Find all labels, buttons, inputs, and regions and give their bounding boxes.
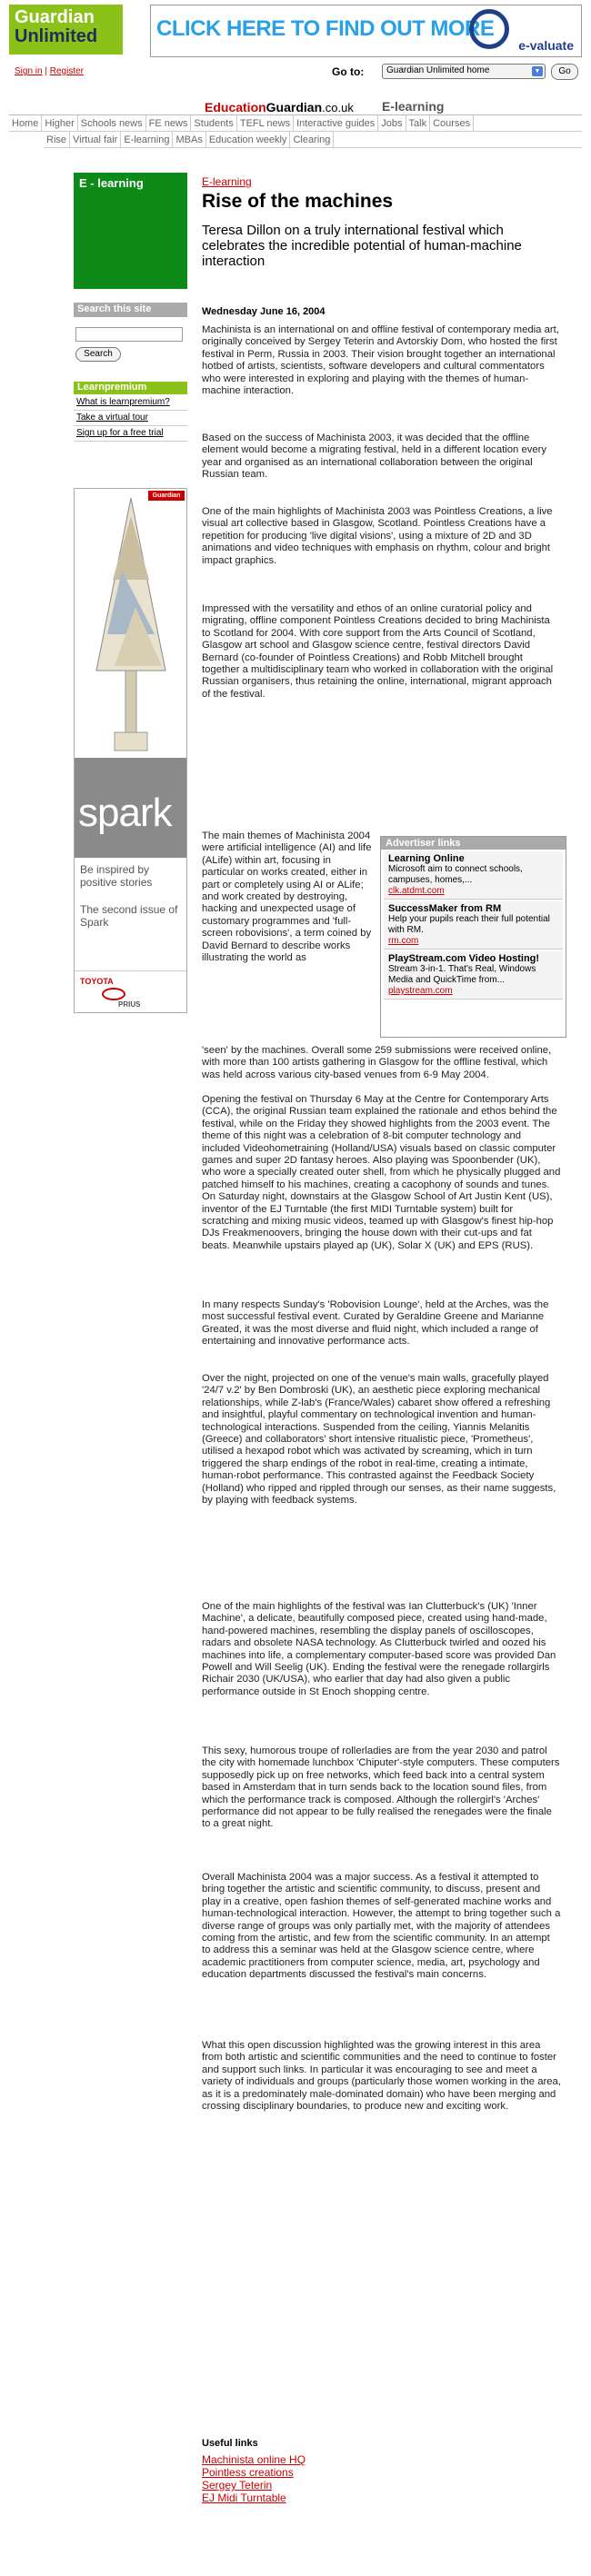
nav-row-secondary: [44, 132, 582, 148]
breadcrumb-e-learning[interactable]: E-learning: [202, 175, 252, 188]
article-paragraph: This sexy, humorous troupe of rollerladies are from the year 2030 and patrol the city with homemade lunchbox 'Chiputer'-style computers. These computers supposedly pick up on free networks, which feed back into a central system based in Amsterdam that in turn sends back to the location sound files, from which the performance track is composed. Although the rollergirl's 'Arches' performance did not appear to be fully realised the renegades were the finale to a great night.: [202, 1746, 560, 1830]
learnpremium-item: [74, 426, 187, 442]
article-paragraph: Over the night, projected on one of the venue's main walls, gracefully played '24/7 v.2' by Ben Dombroski (UK), an aesthetic piece exploring mechanical relationships, while Z-lab's (France/Wales) cabaret show offered a refreshing and insightful, playful commentary on technological invention and human-technological interactions. Suspended from the ceiling, Yiannis Melanitis (Greece) and collaborators' short intensive ritualistic piece, 'Prometheus', utilised a hexapod robot which was activated by screaming, which in turn triggered the sharp endings of the robot in real-time, creating a intimate, human-robot performance. This contrasted against the Feedback Society (Holland) who ripped and rippled through our senses, as their name suggests, by playing with feedback systems.: [202, 1373, 556, 1507]
advertiser-item[interactable]: [384, 851, 563, 900]
search-input[interactable]: [75, 327, 183, 342]
learnpremium-links: [74, 395, 187, 442]
register-link[interactable]: Register: [49, 66, 84, 76]
nav-item-e-learning[interactable]: E-learning: [121, 132, 173, 147]
search-heading: Search this site: [74, 303, 187, 317]
article-paragraph: In many respects Sunday's 'Robovision Lounge', held at the Arches, was the most successful festival event. Curated by Geraldine Greene and Marianne Greated, it was the most diverse and fluid night, which included a range of entertaining and innovative performance acts.: [202, 1299, 549, 1348]
ad-magnifier-icon: [469, 9, 509, 49]
chevron-down-icon: ▼: [532, 66, 543, 76]
article-paragraph: Impressed with the versatility and ethos of an online curatorial policy and migrating, offline component Pointless Creations decided to bring Machinista to Scotland for 2004. With core support from the Arts Council of Scotland, Glasgow art school and Glasgow science centre, festival directors David Bernard (co-founder of Pointless Creations) and Robb Mitchell brought together a multidisciplinary team who worked in collaboration with the original Russian organisers, thus retaining the online, international, migrant approach of the festival.: [202, 603, 554, 700]
useful-link-machinista[interactable]: Machinista online HQ: [202, 2453, 306, 2466]
spark-text-2: The second issue of Spark: [80, 903, 178, 929]
advertiser-links-box: [380, 836, 566, 1038]
advertiser-links-heading: Advertiser links: [381, 837, 566, 850]
learnpremium-item: [74, 411, 187, 426]
article-paragraph: One of the main highlights of Machinista 2003 was Pointless Creations, a live visual art collective based in Glasgow, Scotland. Pointless Creations have a repetition for producing 'live digital visions', using a mixture of 2D and 3D animations and video techniques with emphasis on rhythm, colour and bright impact graphics.: [202, 506, 553, 566]
advertiser-item-title: SuccessMaker from RM: [388, 903, 502, 914]
goto-label: Go to:: [332, 65, 365, 78]
learnpremium-heading: Learnpremium: [74, 382, 187, 394]
section-badge: [74, 173, 187, 289]
advertiser-item-link[interactable]: rm.com: [388, 936, 419, 946]
prius-wordmark: PRIUS: [118, 1000, 141, 1009]
advertiser-item[interactable]: [384, 951, 563, 1000]
spark-advert[interactable]: [74, 488, 187, 1013]
publication-date: Wednesday June 16, 2004: [202, 306, 326, 317]
top-ad-banner[interactable]: [150, 5, 582, 57]
logo-line-2: Unlimited: [15, 26, 98, 46]
guardian-unlimited-logo[interactable]: [9, 5, 123, 55]
advertiser-item-desc: Microsoft aim to connect schools, campuses, homes,...: [388, 864, 523, 885]
advertiser-item-title: PlayStream.com Video Hosting!: [388, 953, 540, 964]
site-title[interactable]: [205, 100, 354, 114]
virtual-tour-link[interactable]: Take a virtual tour: [76, 413, 148, 423]
advertiser-item-desc: Help your pupils reach their full potential with RM.: [388, 914, 550, 935]
ad-banner-text: CLICK HERE TO FIND OUT MORE: [156, 16, 495, 41]
page-title: Rise of the machines: [202, 191, 394, 212]
search-button[interactable]: Search: [75, 347, 121, 362]
nav-item-virtual-fair[interactable]: Virtual fair: [70, 132, 121, 147]
advertiser-item-desc: Stream 3-in-1. That's Real, Windows Media and QuickTime from...: [388, 964, 536, 985]
nav-item-interactive-guides[interactable]: Interactive guides: [294, 115, 378, 131]
advertiser-item-title: Learning Online: [388, 853, 465, 864]
breadcrumb: [202, 175, 252, 188]
main-navigation: [9, 114, 582, 148]
nav-item-home[interactable]: Home: [9, 115, 42, 131]
spark-sponsor: [75, 970, 186, 1012]
nav-item-clearing[interactable]: Clearing: [290, 132, 334, 147]
nav-item-schools-news[interactable]: Schools news: [78, 115, 146, 131]
logo-line-1: Guardian: [15, 7, 95, 27]
nav-item-students[interactable]: Students: [191, 115, 236, 131]
nav-item-mbas[interactable]: MBAs: [173, 132, 205, 147]
nav-item-courses[interactable]: Courses: [430, 115, 474, 131]
site-title-guardian: Guardian: [265, 100, 323, 114]
section-name: E-learning: [382, 99, 445, 114]
spark-title: spark: [78, 791, 172, 835]
advertiser-item[interactable]: [384, 901, 563, 950]
nav-item-jobs[interactable]: Jobs: [378, 115, 406, 131]
article-paragraph: Overall Machinista 2004 was a major success. As a festival it attempted to bring together the artistic and scientific community, to discuss, present and play in a creative, open fashion themes of self-generated machine works and human-technological interaction. However, the attempt to bring together such a diverse range of groups was only partially met, with the majority of attendees coming from the artistic, and few from the scientific community. In an attempt to address this a seminar was held at the Glasgow science centre, where academic practitioners from computer science, media, art, psychology and education departments discussed the festival's main concerns.: [202, 1872, 561, 1981]
spark-text-1: Be inspired by positive stories: [80, 863, 153, 889]
sign-in-link[interactable]: Sign in: [15, 66, 43, 76]
goto-select[interactable]: [382, 64, 546, 79]
site-title-domain: .co.uk: [322, 101, 354, 114]
ad-banner-brand: e-valuate: [518, 38, 574, 53]
useful-link-pointless-creations[interactable]: Pointless creations: [202, 2466, 294, 2479]
useful-link-ej-midi-turntable[interactable]: EJ Midi Turntable: [202, 2491, 286, 2504]
advertiser-item-link[interactable]: playstream.com: [388, 986, 453, 996]
site-title-education: Education: [205, 100, 266, 114]
article-paragraph: 'seen' by the machines. Overall some 259 submissions were received online, with more than 100 artists gathering in Glasgow for the offline festival, which was held across various city-based venues from 6-9 May 2004.: [202, 1045, 552, 1080]
article-paragraph: One of the main highlights of the festival was Ian Clutterbuck's (UK) 'Inner Machine', a delicate, beautifully composed piece, created using hand-made, hand-powered machines, resembling the display panels of oscilloscopes, radars and obsolete NASA technology. As Clutterbuck twirled and oozed his machines into life, a complementary computer-based score was provided Dan Powell and Will Seelig (UK). Ending the festival were the renegade rollargirls Richair 2030 (UK/USA), who earlier that day had also given a public performance outside in St Enoch shopping centre.: [202, 1601, 556, 1697]
nav-item-talk[interactable]: Talk: [406, 115, 431, 131]
article-paragraph: Machinista is an international on and offline festival of contemporary media art, originally conceived by Sergey Teterin and Avtorskiy Dom, who hosted the first festival in Perm, Russia in 2003. Their vision brought together an international hotbed of artists, scientists, software developers and cultural commentators who were interested in exploring and playing with the themes of human-machine interaction.: [202, 324, 559, 397]
article-paragraph: What this open discussion highlighted was the growing interest in this area from both artistic and scientific communities and the need to continue to foster and support such links. In particular it was encouraging to see and meet a variety of individuals and groups (particularly those women working in the area, as it is a predominately male-dominated domain) who have been merging and crossing disciplinary boundaries, to produce new and exciting work.: [202, 2040, 561, 2113]
article-paragraph: Opening the festival on Thursday 6 May at the Centre for Contemporary Arts (CCA), the original Russian team explained the rationale and ethos behind the festival, while on the Friday they showed highlights from the 2003 event. The theme of this night was a celebration of 8-bit computer technology and included Videohometraining (Holland/USA) visuals based on classic computer games and super 2D fantasy heroes. Also playing was Spoonbender (UK), who wore a specially created outer shell, from which he physically plugged and patched himself to his machines, creating a cacophony of sounds and tunes. On Saturday night, downstairs at the Glasgow School of Art Justin Kent (US), inventor of the EJ Turntable (the first MIDI Turntable system) built for scratching and mixing music videos, teamed up with Glasgow's finest hip-hop DJs Freakmenoovers, bringing the house down with their cut-ups and fat beats. Meanwhile upstairs played ap (UK), Solar X (UK) and EPS (RUS).: [202, 1094, 561, 1251]
nav-row-primary: [9, 115, 582, 132]
nav-item-higher[interactable]: Higher: [42, 115, 77, 131]
goto-selected-value: Guardian Unlimited home: [386, 65, 490, 75]
nav-item-fe-news[interactable]: FE news: [146, 115, 192, 131]
useful-links-heading: Useful links: [202, 2438, 258, 2449]
section-badge-label: E - learning: [79, 176, 144, 190]
paper-tree-illustration: [95, 498, 167, 752]
nav-item-tefl-news[interactable]: TEFL news: [237, 115, 294, 131]
what-is-learnpremium-link[interactable]: What is learnpremium?: [76, 397, 170, 407]
useful-links-list: [202, 2453, 306, 2504]
useful-link-sergey-teterin[interactable]: Sergey Teterin: [202, 2479, 273, 2491]
toyota-logo-icon: [102, 988, 125, 1000]
article-paragraph: The main themes of Machinista 2004 were artificial intelligence (AI) and life (ALife) within art, focusing in particular on works created, either in part or completely using AI or ALife; and work created by destroying, hacking and unexpected usage of customary programmes and 'full-screen robovisions', a term coined by David Bernard to describe works illustrating the world as: [202, 830, 372, 964]
login-links: [15, 66, 84, 76]
spark-panel: [75, 758, 186, 858]
go-button[interactable]: Go: [551, 64, 578, 80]
toyota-wordmark: TOYOTA: [80, 977, 114, 986]
spark-brand-badge: Guardian: [148, 491, 185, 501]
learnpremium-item: [74, 395, 187, 411]
article-paragraph: Based on the success of Machinista 2003, it was decided that the offline element would become a migrating festival, held in a different location every year and organised as an international collaboration between the original Russian team.: [202, 433, 547, 481]
advertiser-item-link[interactable]: clk.atdmt.com: [388, 886, 445, 896]
login-separator: |: [45, 66, 47, 76]
nav-item-education-weekly[interactable]: Education weekly: [206, 132, 291, 147]
standfirst: Teresa Dillon on a truly international festival which celebrates the incredible potential of human-machine interaction: [202, 223, 522, 269]
nav-item-rise[interactable]: Rise: [44, 132, 70, 147]
free-trial-link[interactable]: Sign up for a free trial: [76, 428, 164, 438]
